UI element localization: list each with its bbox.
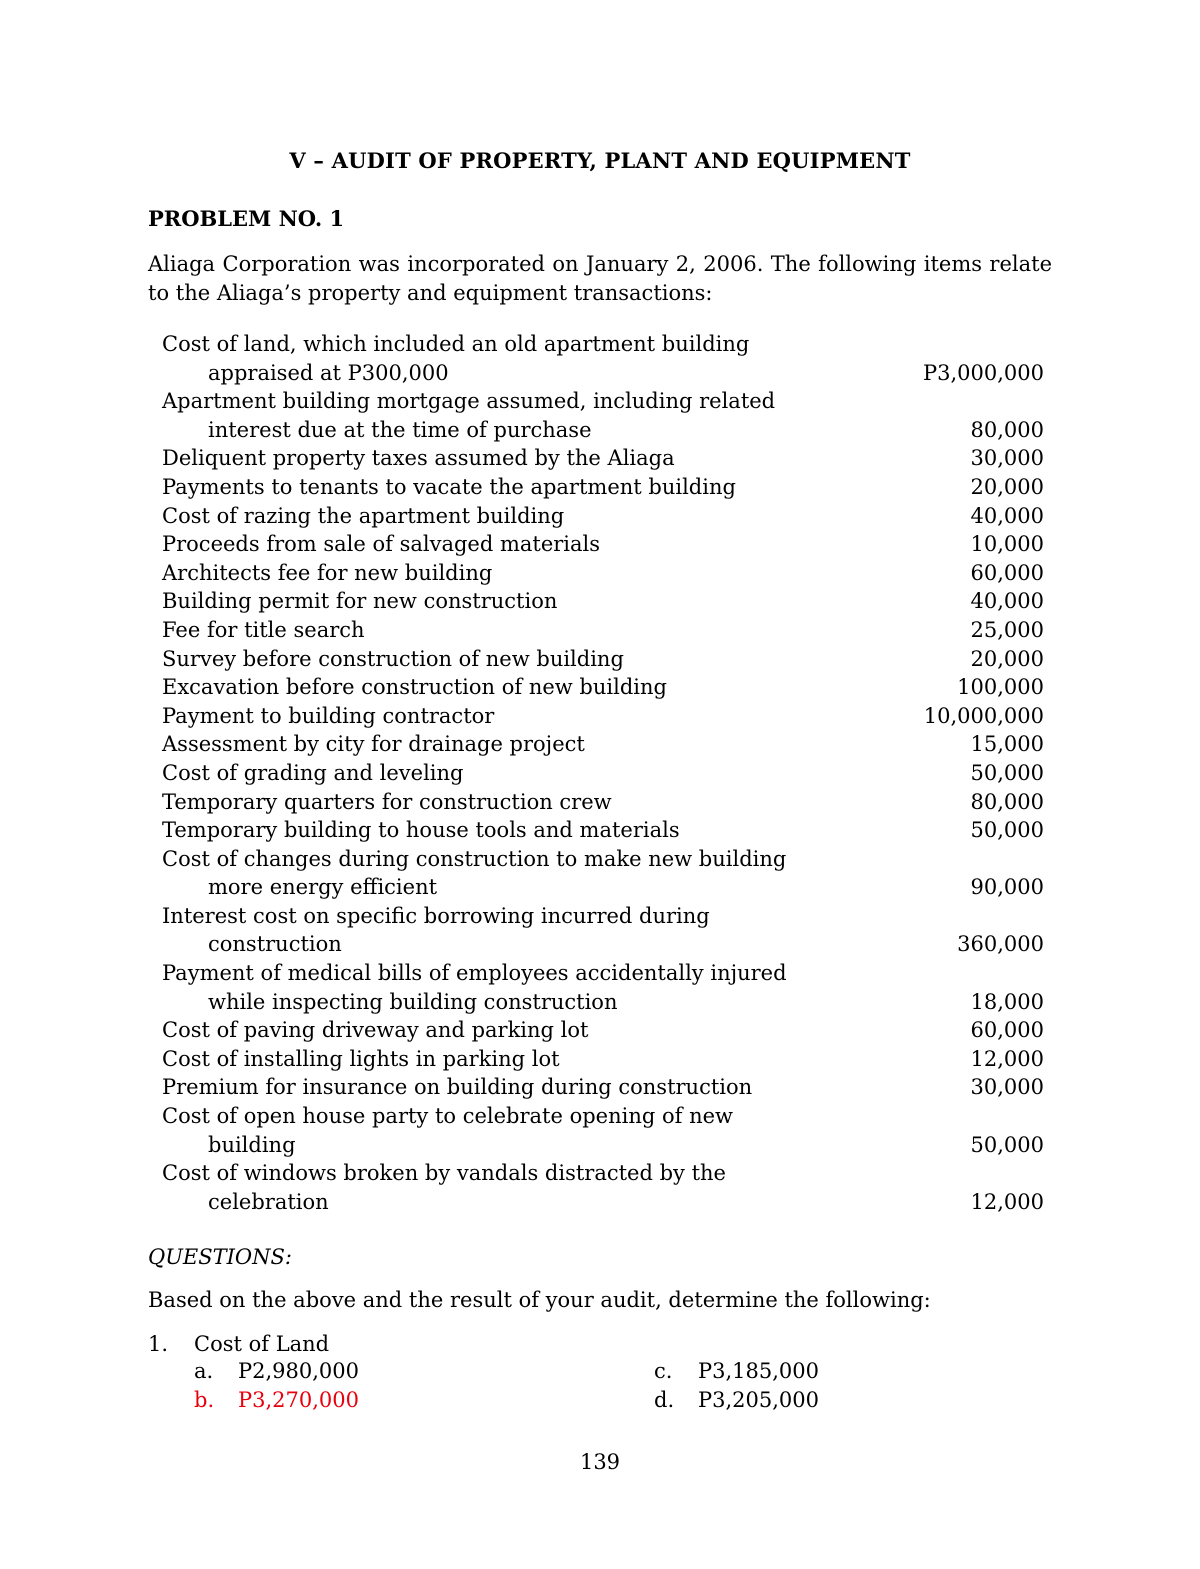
item-description: Cost of installing lights in parking lot (162, 1046, 560, 1071)
transaction-item (162, 387, 1044, 444)
item-description: Deliquent property taxes assumed by the Aliaga (162, 446, 675, 471)
chapter-title: V – AUDIT OF PROPERTY, PLANT AND EQUIPMENT (289, 148, 911, 173)
transaction-item (162, 902, 1044, 959)
transaction-item (162, 1073, 1044, 1102)
item-amount: 20,000 (970, 646, 1044, 671)
questions-heading: QUESTIONS: (148, 1245, 292, 1269)
choice-letter: b. (194, 1388, 215, 1412)
item-amount: 10,000 (970, 532, 1044, 557)
transaction-item (162, 788, 1044, 817)
item-description: Fee for title search (162, 617, 365, 642)
item-amount: 100,000 (957, 675, 1044, 700)
item-amount: 18,000 (970, 989, 1044, 1014)
transaction-item (162, 1102, 1044, 1159)
item-description: Premium for insurance on building during construction (162, 1075, 753, 1100)
choice-a (194, 1359, 359, 1383)
transaction-item (162, 616, 1044, 645)
transaction-item (162, 959, 1044, 1016)
item-description: Building permit for new construction (162, 589, 558, 614)
item-description: Interest cost on specific borrowing incurred during (162, 903, 710, 928)
item-description: Cost of paving driveway and parking lot (162, 1018, 589, 1043)
item-amount: 80,000 (970, 417, 1044, 442)
transaction-item (162, 1045, 1044, 1074)
choice-c (654, 1359, 819, 1383)
transaction-item (162, 645, 1044, 674)
item-amount: P3,000,000 (922, 360, 1044, 385)
transaction-item (162, 845, 1044, 902)
item-amount: 90,000 (970, 875, 1044, 900)
item-description: Payment to building contractor (162, 703, 495, 728)
item-description: Temporary building to house tools and materials (162, 818, 680, 843)
problem-heading: PROBLEM NO. 1 (148, 206, 345, 231)
choice-letter: a. (194, 1359, 214, 1383)
item-description-continued: interest due at the time of purchase (208, 417, 592, 442)
item-description: Temporary quarters for construction crew (162, 789, 612, 814)
item-description: Apartment building mortgage assumed, including related (162, 389, 776, 414)
choice-value: P3,205,000 (698, 1388, 820, 1412)
item-amount: 60,000 (970, 560, 1044, 585)
item-description: Payment of medical bills of employees accidentally injured (162, 961, 787, 986)
item-description: Architects fee for new building (162, 560, 493, 585)
item-description: Payments to tenants to vacate the apartment building (162, 474, 736, 499)
question-text: Cost of Land (194, 1332, 330, 1356)
choice-value: P3,185,000 (698, 1359, 820, 1383)
transaction-item (162, 702, 1044, 731)
item-amount: 60,000 (970, 1018, 1044, 1043)
item-amount: 80,000 (970, 789, 1044, 814)
item-amount: 40,000 (970, 589, 1044, 614)
transaction-item (162, 1159, 1044, 1216)
transaction-item (162, 759, 1044, 788)
choice-letter: c. (654, 1359, 673, 1383)
item-description: Cost of land, which included an old apartment building (162, 332, 750, 356)
item-description: Cost of open house party to celebrate opening of new (162, 1104, 734, 1129)
item-amount: 360,000 (957, 932, 1044, 957)
choice-value: P2,980,000 (238, 1359, 360, 1383)
transaction-item (162, 587, 1044, 616)
item-amount: 25,000 (970, 617, 1044, 642)
item-description: Survey before construction of new building (162, 646, 624, 671)
item-description: Cost of changes during construction to make new building (162, 846, 787, 871)
item-amount: 30,000 (970, 1075, 1044, 1100)
choice-b-answer (194, 1388, 359, 1412)
item-description-continued: construction (208, 932, 342, 957)
question-1 (148, 1330, 329, 1359)
transaction-list (162, 330, 1044, 1216)
item-description-continued: appraised at P300,000 (208, 360, 449, 385)
item-description-continued: building (208, 1132, 296, 1157)
item-amount: 15,000 (970, 732, 1044, 757)
page-number: 139 (579, 1450, 621, 1474)
intro-paragraph: Aliaga Corporation was incorporated on January 2, 2006. The following items relate to the Aliaga’s property and equipment transactions: (148, 252, 1052, 305)
item-description: Assessment by city for drainage project (162, 732, 585, 757)
choice-value: P3,270,000 (238, 1388, 360, 1412)
transaction-item (162, 502, 1044, 531)
transaction-item (162, 816, 1044, 845)
item-amount: 12,000 (970, 1189, 1044, 1214)
item-amount: 10,000,000 (923, 703, 1044, 728)
choice-d (654, 1388, 819, 1412)
item-amount: 50,000 (970, 818, 1044, 843)
item-description: Cost of razing the apartment building (162, 503, 565, 528)
choice-letter: d. (654, 1388, 675, 1412)
item-amount: 20,000 (970, 474, 1044, 499)
transaction-item (162, 444, 1044, 473)
transaction-item (162, 559, 1044, 588)
item-amount: 40,000 (970, 503, 1044, 528)
item-description-continued: more energy efficient (208, 875, 438, 900)
item-amount: 30,000 (970, 446, 1044, 471)
transaction-item (162, 330, 1044, 387)
item-description-continued: celebration (208, 1189, 329, 1214)
item-amount: 12,000 (970, 1046, 1044, 1071)
item-description-continued: while inspecting building construction (208, 989, 618, 1014)
item-description: Cost of grading and leveling (162, 760, 464, 785)
item-description: Proceeds from sale of salvaged materials (162, 532, 601, 557)
transaction-item (162, 673, 1044, 702)
transaction-item (162, 730, 1044, 759)
transaction-item (162, 473, 1044, 502)
transaction-item (162, 1016, 1044, 1045)
question-number: 1. (148, 1332, 169, 1356)
item-description: Cost of windows broken by vandals distracted by the (162, 1161, 726, 1186)
item-amount: 50,000 (970, 760, 1044, 785)
instruction-text: Based on the above and the result of your audit, determine the following: (148, 1288, 931, 1312)
transaction-item (162, 530, 1044, 559)
item-description: Excavation before construction of new building (162, 675, 667, 700)
item-amount: 50,000 (970, 1132, 1044, 1157)
